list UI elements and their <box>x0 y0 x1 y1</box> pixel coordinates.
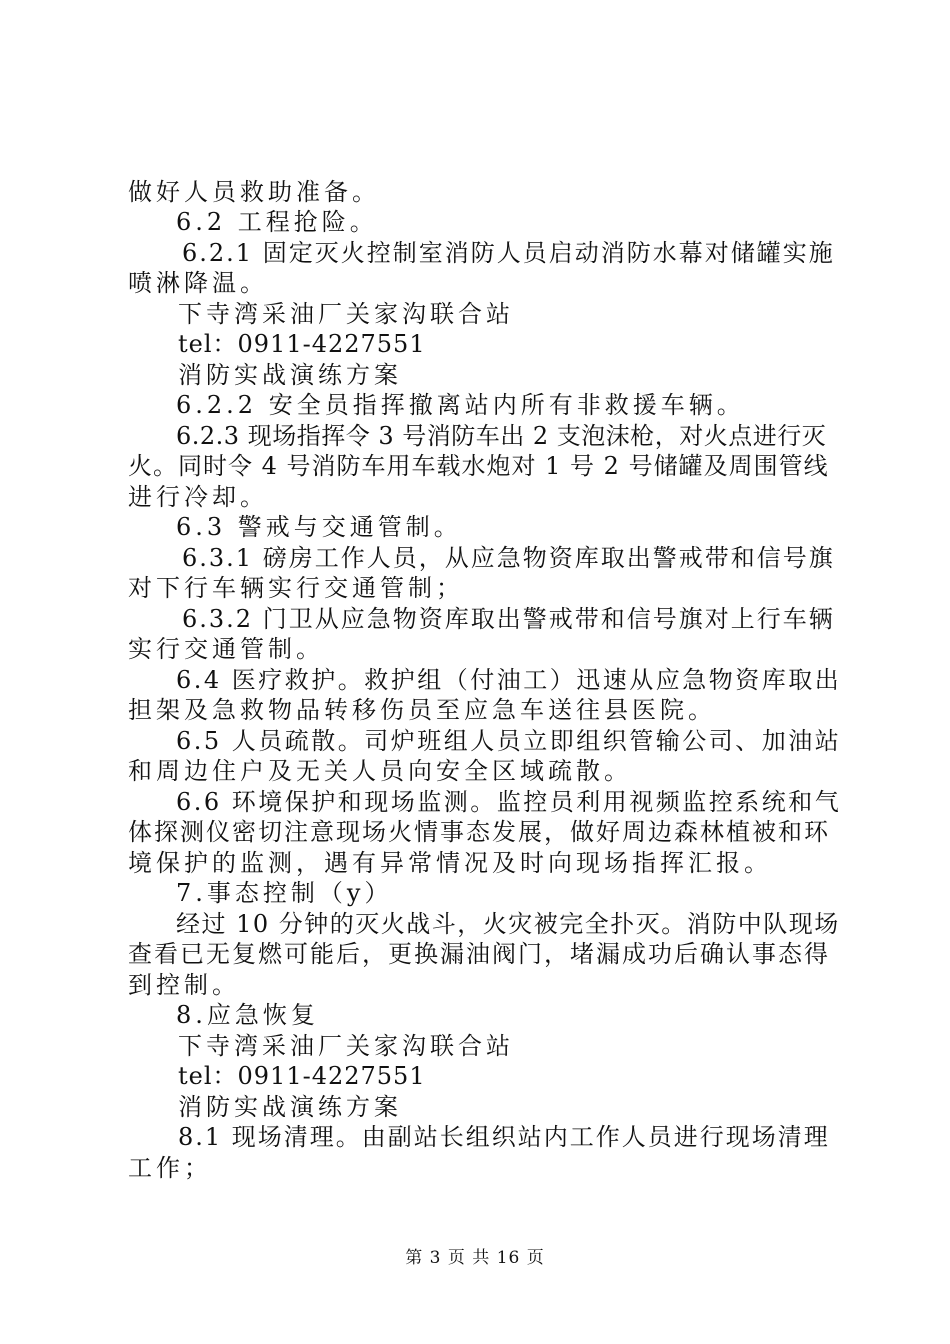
page-footer: 第 3 页 共 16 页 <box>405 1248 545 1268</box>
header-tel: tel：0911-4227551 <box>178 330 426 358</box>
header-company: 下寺湾采油厂关家沟联合站 <box>178 300 514 328</box>
text-line: 8.1 现场清理。由副站长组织站内工作人员进行现场清理 <box>178 1123 830 1151</box>
text-line: 和周边住户及无关人员向安全区域疏散。 <box>128 757 632 785</box>
section-heading: 6.3 警戒与交通管制。 <box>176 513 462 541</box>
text-line: 6.5 人员疏散。司炉班组人员立即组织管输公司、加油站 <box>176 727 842 755</box>
text-line: 6.2.3 现场指挥令 3 号消防车出 2 支泡沫枪，对火点进行灭 <box>176 422 827 450</box>
text-line: 体探测仪密切注意现场火情事态发展，做好周边森林植被和环 <box>128 818 830 846</box>
text-line: 6.6 环境保护和现场监测。监控员利用视频监控系统和气 <box>176 788 842 816</box>
text-line: 实行交通管制。 <box>128 635 324 663</box>
text-line: 火。同时令 4 号消防车用车载水炮对 1 号 2 号储罐及周围管线 <box>128 452 829 480</box>
text-line: 到控制。 <box>128 971 240 999</box>
text-line: 经过 10 分钟的灭火战斗，火灾被完全扑灭。消防中队现场 <box>176 910 840 938</box>
header-company: 下寺湾采油厂关家沟联合站 <box>178 1032 514 1060</box>
text-line: 6.3.2 门卫从应急物资库取出警戒带和信号旗对上行车辆 <box>182 605 835 633</box>
section-heading: 6.2 工程抢险。 <box>176 208 378 236</box>
text-line: 6.4 医疗救护。救护组（付油工）迅速从应急物资库取出 <box>176 666 842 694</box>
header-title: 消防实战演练方案 <box>178 1093 402 1121</box>
text-line: 喷淋降温。 <box>128 269 268 297</box>
text-line: 进行冷却。 <box>128 483 268 511</box>
text-line: 境保护的监测，遇有异常情况及时向现场指挥汇报。 <box>128 849 772 877</box>
text-line: 对下行车辆实行交通管制； <box>128 574 464 602</box>
header-tel: tel：0911-4227551 <box>178 1062 426 1090</box>
section-heading: 7.事态控制（y） <box>176 879 393 907</box>
section-heading: 8.应急恢复 <box>176 1001 319 1029</box>
text-line: 查看已无复燃可能后，更换漏油阀门，堵漏成功后确认事态得 <box>128 940 830 968</box>
text-line: 做好人员救助准备。 <box>128 178 380 206</box>
text-line: 6.2.1 固定灭火控制室消防人员启动消防水幕对储罐实施 <box>182 239 835 267</box>
text-line: 6.2.2 安全员指挥撤离站内所有非救援车辆。 <box>176 391 745 419</box>
header-title: 消防实战演练方案 <box>178 361 402 389</box>
text-line: 工作； <box>128 1154 212 1182</box>
text-line: 6.3.1 磅房工作人员，从应急物资库取出警戒带和信号旗 <box>182 544 835 572</box>
text-line: 担架及急救物品转移伤员至应急车送往县医院。 <box>128 696 716 724</box>
